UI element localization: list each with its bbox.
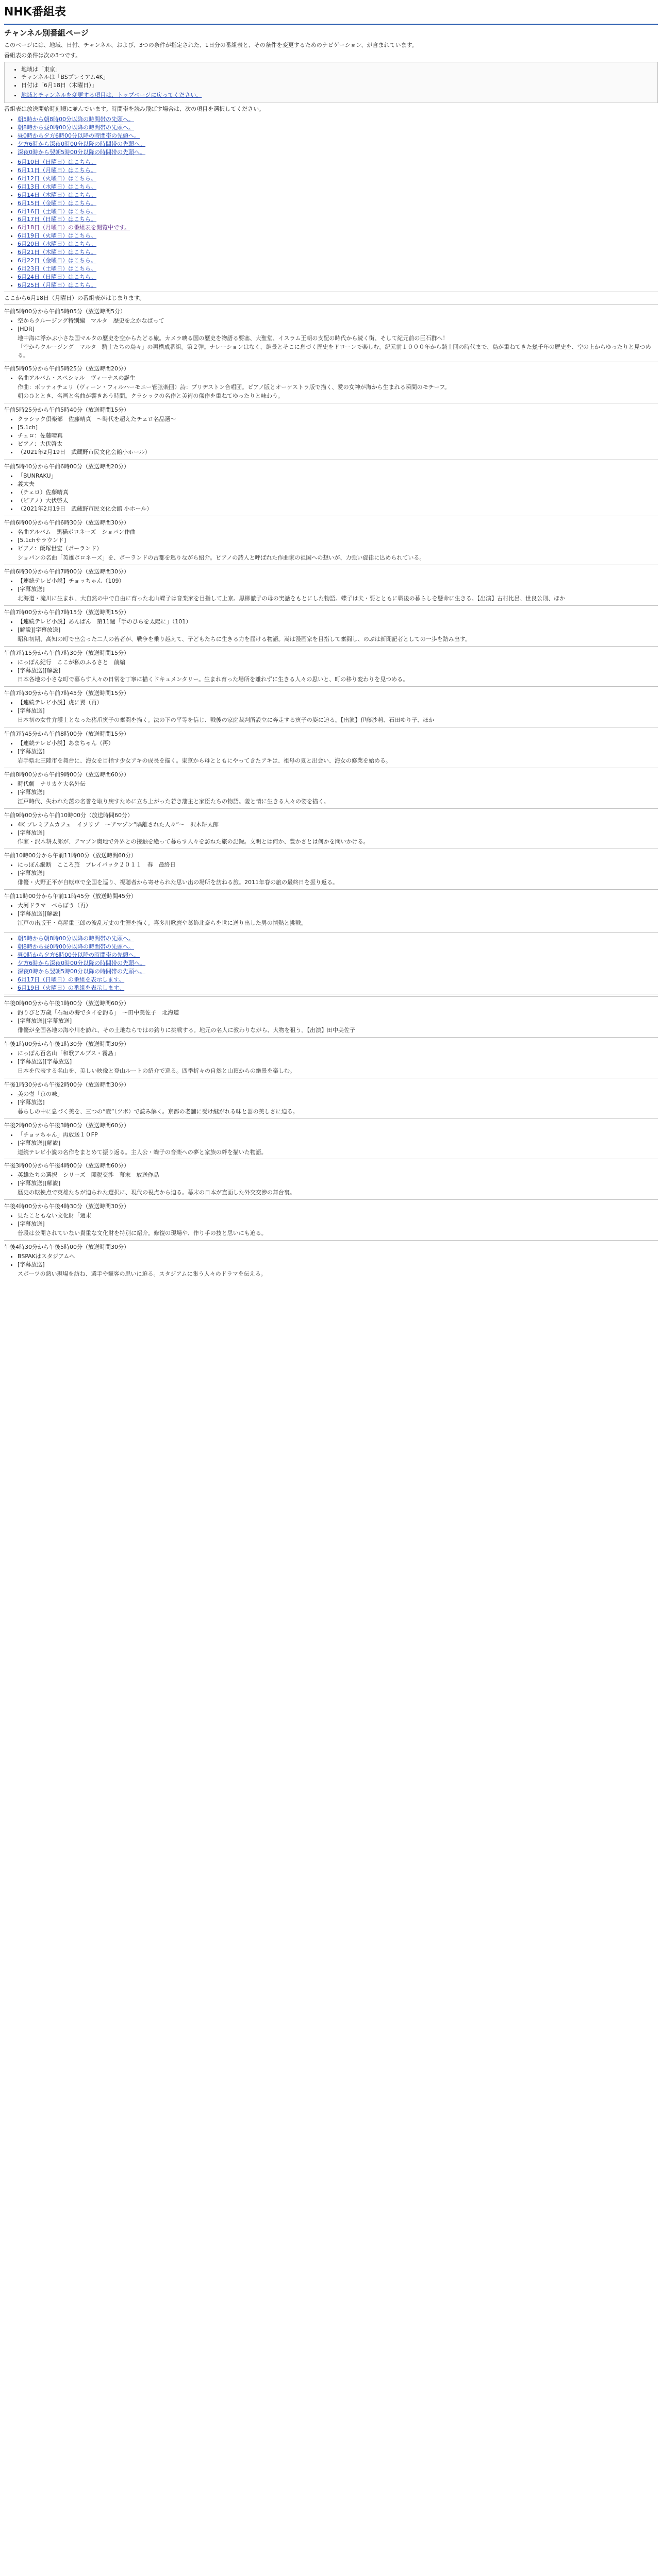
time-jump-bottom-link[interactable]: 朝8時から昼0時00分以降の時間帯の先頭へ。 <box>18 943 134 950</box>
program-info-line: • （2021年2月19日 武蔵野市民文化会館小ホール） <box>18 448 658 456</box>
program-description-text: 作家・沢木耕太郎が、アマゾン奥地で外界との接触を絶って暮らす人々を訪ねた旅の記録。文明とは何か、豊かさとは何かを問いかける。 <box>18 838 369 845</box>
list-start-note: ここから6月18日（月曜日）の番組表がはじまります。 <box>4 294 145 301</box>
program-info-list <box>4 780 658 796</box>
time-jump-link[interactable]: 夕方6時から深夜0時00分以降の時間帯の先頭へ。 <box>18 141 145 148</box>
program-description-text: スポーツの熱い現場を訪ね、選手や観客の思いに迫る。スタジアムに集う人々のドラマを伝える。 <box>18 1270 267 1277</box>
program-info-line: • [字幕放送][字幕放送] <box>18 1058 658 1066</box>
program-time: 午後2時00分から午後3時00分（放送時間60分） <box>4 1122 129 1129</box>
program-entry <box>4 727 658 768</box>
program-info-line: • [5.1chサラウンド] <box>18 536 658 545</box>
program-description <box>4 1108 658 1116</box>
program-entry <box>4 605 658 646</box>
date-nav-link[interactable]: 6月10日（日曜日）はこちら。 <box>18 158 96 165</box>
program-time: 午前8時00分から午前9時00分（放送時間60分） <box>4 771 129 778</box>
date-nav-link[interactable]: 6月17日（日曜日）はこちら。 <box>18 216 96 223</box>
conditions-link-list <box>8 91 654 99</box>
program-description <box>4 675 658 684</box>
program-description <box>4 1148 658 1157</box>
program-description-text: 作曲：ボッティチェリ（ヴィーン・フィルハーモニー管弦楽団）詩：ブリヂストン合唱団。ピアノ版とオーケストラ版で描く、愛の女神が海から生まれる瞬間のモチーフ。 <box>18 384 451 391</box>
date-nav-item <box>18 224 658 232</box>
date-nav-item <box>18 281 658 290</box>
program-info-line: • にっぽん紀行 ここが私のふるさと 前編 <box>18 658 658 667</box>
time-jump-link[interactable]: 深夜0時から翌朝5時00分以降の時間帯の先頭へ。 <box>18 148 145 156</box>
program-description-text: 連続テレビ小説の名作をまとめて振り返る。主人公・蝶子の音楽への夢と家族の絆を描いた物語。 <box>18 1148 267 1156</box>
time-jump-bottom-link[interactable]: 6月17日（日曜日）の番組を表示します。 <box>18 976 125 983</box>
program-info-line: • [解説][字幕放送] <box>18 626 658 634</box>
program-description-text: 「空からクルージング マルタ 騎士たちの島々」の再構成番組。第２弾。ナレーションはなく、絶景とそこに息づく歴史をドローンで楽しむ。紀元前１０００年から騎士団の時代まで、島が重ねてきた幾千年の歴史を、空の上からゆったりと見つめる。 <box>18 343 651 359</box>
program-entry <box>4 849 658 889</box>
program-description-text: 昭和初期、高知の町で出会った二人の若者が、戦争を乗り越えて、子どもたちに生きる力を届ける物語。嵩は漫画家を目指して奮闘し、のぶは新聞記者としての一歩を踏み出す。 <box>18 635 471 642</box>
program-info-line: • [字幕放送] <box>18 585 658 594</box>
back-to-top-link[interactable]: 地域とチャンネルを変更する項目は、トップページに戻ってください。 <box>21 92 202 99</box>
program-info-line: • 見たこともない文化財「週末 <box>18 1212 658 1220</box>
program-info-line: • 【連続テレビ小説】あんぱん 第11週「手のひらを太陽に」（101） <box>18 618 658 626</box>
program-time: 午前7時15分から午前7時30分（放送時間15分） <box>4 649 129 656</box>
program-info-line: • BSPAKはスタジアムへ <box>18 1252 658 1261</box>
program-entry <box>4 1078 658 1118</box>
program-info-line: • [HDR] <box>18 325 658 333</box>
program-description-text: 地中海に浮かぶ小さな国マルタの歴史を空からたどる旅。カメラ映る国の歴史を物語る要塞、大聖堂、イスラム王朝の支配の時代から続く街、そして紀元前の巨石群へ！ <box>18 334 449 342</box>
program-info-line: • [字幕放送][字幕放送] <box>18 1017 658 1025</box>
program-info-line: • [字幕放送] <box>18 748 658 756</box>
program-info-line: • ピアノ：大伏啓太 <box>18 440 658 448</box>
time-jump-link[interactable]: 朝8時から昼0時00分以降の時間帯の先頭へ。 <box>18 124 134 131</box>
program-info-list <box>4 658 658 675</box>
program-info-line: • [字幕放送] <box>18 788 658 796</box>
program-description <box>4 757 658 765</box>
program-info-list <box>4 1252 658 1269</box>
program-description-text: 北海道・滝川に生まれ、大自然の中で自由に育った北山蝶子は音楽家を目指して上京。黒柳徹子の母の実話をもとにした物語。蝶子は夫・要とともに戦後の暮らしを懸命に生きる。【出演】古村比呂、世良公則、ほか <box>18 595 566 602</box>
program-info-line: • 【連続テレビ小説】虎に翼（再） <box>18 699 658 707</box>
page-intro: このページには、地域、日付、チャンネル、および、3つの条件が指定された、1日分の番組表と、その条件を変更するためのナビゲーション、が含まれています。 <box>4 41 418 48</box>
program-info-line: • 「BUNRAKU」 <box>18 472 658 480</box>
program-entry <box>4 1159 658 1199</box>
condition-date: • 日付は「6月18日（木曜日）」 <box>21 81 654 90</box>
program-entry <box>4 686 658 727</box>
date-nav-link[interactable]: 6月15日（金曜日）はこちら。 <box>18 199 96 207</box>
program-info-list <box>4 1009 658 1025</box>
program-description-text: 暮らしの中に息づく美を、三つの“壺”（ツボ）で読み解く。京都の老舗に受け継がれる味と器の美しさに迫る。 <box>18 1108 299 1115</box>
program-description <box>4 1270 658 1278</box>
date-nav-item <box>18 199 658 208</box>
program-time: 午前7時45分から午前8時00分（放送時間15分） <box>4 731 129 738</box>
program-description <box>4 383 658 400</box>
program-info-line: • [字幕放送][解説] <box>18 667 658 675</box>
program-info-list <box>4 577 658 594</box>
program-time: 午後4時30分から午後5時00分（放送時間30分） <box>4 1243 129 1250</box>
date-nav-link[interactable]: 6月24日（日曜日）はこちら。 <box>18 274 96 281</box>
program-entry <box>4 1037 658 1078</box>
program-info-list <box>4 415 658 456</box>
program-description-text: 俳優が全国各地の海や川を訪れ、その土地ならではの釣りに挑戦する。地元の名人に教わりながら、大物を狙う。【出演】田中美佐子 <box>18 1027 356 1034</box>
program-info-line: • チェロ：佐藤晴真 <box>18 432 658 440</box>
conditions-heading: 番組表の条件は次の3つです。 <box>4 52 81 59</box>
program-description <box>4 1067 658 1075</box>
program-time: 午後4時00分から午後4時30分（放送時間30分） <box>4 1203 129 1210</box>
program-info-list <box>4 528 658 553</box>
program-info-list <box>4 821 658 837</box>
program-description <box>4 1229 658 1238</box>
nav-hint: 番組表は放送開始時刻順に並んでいます。時間帯を読み飛ばす場合は、次の項目を選択してください。 <box>4 106 265 113</box>
time-jump-item <box>18 115 658 124</box>
program-info-line: • [字幕放送] <box>18 829 658 837</box>
program-info-line: • 空からクルージング特別編 マルタ 歴史を之かなばって <box>18 317 658 325</box>
date-nav-item <box>18 265 658 273</box>
program-description <box>4 1026 658 1035</box>
time-jump-bottom-link[interactable]: 夕方6時から深夜0時00分以降の時間帯の先頭へ。 <box>18 959 145 967</box>
date-nav-link[interactable]: 6月12日（火曜日）はこちら。 <box>18 175 96 182</box>
program-info-line: • （チェロ）佐藤晴真 <box>18 488 658 497</box>
program-entry <box>4 1199 658 1240</box>
date-nav-link[interactable]: 6月22日（金曜日）はこちら。 <box>18 257 96 264</box>
program-info-line: • [字幕放送] <box>18 869 658 877</box>
program-info-line: • （ピアノ）大伏啓太 <box>18 497 658 505</box>
program-info-line: • にっぽん縦断 こころ旅 プレイバック２０１１ 春 最終日 <box>18 861 658 869</box>
program-info-line: • [字幕放送][解説] <box>18 1179 658 1188</box>
program-entry <box>4 1240 658 1281</box>
program-time: 午前10時00分から午前11時00分（放送時間60分） <box>4 852 137 859</box>
program-info-line: • 英雄たちの選択 シリーズ 関税交渉 幕末 放送作品 <box>18 1171 658 1179</box>
date-list <box>4 158 658 290</box>
date-nav-link[interactable]: 6月21日（木曜日）はこちら。 <box>18 249 96 256</box>
program-info-line: • ピアノ：飯塚世宏（ポーランド） <box>18 545 658 553</box>
program-info-list <box>4 699 658 715</box>
time-jump-list-bottom <box>4 935 658 992</box>
program-list-morning <box>4 304 658 930</box>
program-time: 午後1時30分から午後2時00分（放送時間30分） <box>4 1081 129 1088</box>
program-info-list <box>4 1212 658 1228</box>
program-info-line: • [字幕放送] <box>18 1261 658 1269</box>
conditions-box <box>4 62 658 104</box>
program-info-line: • 【連続テレビ小説】あまちゃん（再） <box>18 739 658 748</box>
divider <box>4 932 658 933</box>
program-info-line: • [字幕放送] <box>18 707 658 715</box>
program-entry <box>4 646 658 687</box>
date-nav-item <box>18 248 658 257</box>
time-jump-bottom-item <box>18 935 658 943</box>
program-info-list <box>4 1171 658 1188</box>
program-info-line: • 美の壺「京の味」 <box>18 1090 658 1098</box>
date-nav-item <box>18 175 658 183</box>
program-info-line: • にっぽん百名山「和歌アルプス・霧島」 <box>18 1049 658 1058</box>
program-time: 午前5時00分から午前5時05分（放送時間5分） <box>4 308 126 315</box>
program-time: 午前5時25分から午前5時40分（放送時間15分） <box>4 406 129 414</box>
time-jump-link[interactable]: 昼0時から夕方6時00分以降の時間帯の先頭へ。 <box>18 132 140 140</box>
date-nav-item <box>18 158 658 166</box>
program-entry <box>4 362 658 403</box>
program-description-text: 江戸の出版王・蔦屋重三郎の波乱万丈の生涯を描く。喜多川歌麿や葛飾北斎らを世に送り出した男の情熱と挑戦。 <box>18 919 307 926</box>
program-description-text: 日本各地の小さな町で暮らす人々の日常を丁寧に描くドキュメンタリー。生まれ育った場所を離れずに生きる人々の思いと、町の移り変わりを見つめる。 <box>18 676 409 683</box>
program-description-text: 朝のひととき、名画と名曲が響きあう時間。クラシックの名作と美術の傑作を重ねてゆったりと味わう。 <box>18 393 284 400</box>
date-nav-link[interactable]: 6月23日（土曜日）はこちら。 <box>18 265 96 273</box>
program-description <box>4 554 658 562</box>
program-entry <box>4 460 658 516</box>
program-description <box>4 878 658 887</box>
program-description <box>4 716 658 724</box>
program-info-line: • [字幕放送][解説] <box>18 910 658 918</box>
date-nav-link[interactable]: 6月14日（木曜日）はこちら。 <box>18 191 96 198</box>
program-info-list <box>4 902 658 918</box>
program-info-list <box>4 1049 658 1066</box>
program-info-line: • 「チョッちゃん」再放送１０FP <box>18 1131 658 1139</box>
program-info-list <box>4 618 658 634</box>
program-entry <box>4 304 658 362</box>
date-nav-link[interactable]: 6月11日（月曜日）はこちら。 <box>18 166 96 174</box>
program-entry <box>4 403 658 460</box>
date-nav-item <box>18 183 658 191</box>
program-description <box>4 798 658 806</box>
time-jump-bottom-item <box>18 959 658 968</box>
time-jump-bottom-item <box>18 943 658 951</box>
program-info-line: • 4K プレミアムカフェ イソリゾ 〜アマゾン“隔離された人々”〜 沢木耕太郎 <box>18 821 658 829</box>
time-jump-bottom-item <box>18 976 658 984</box>
program-info-line: • 時代劇 ナリカケ大名外伝 <box>18 780 658 788</box>
date-nav-link[interactable]: 6月20日（水曜日）はこちら。 <box>18 241 96 248</box>
date-nav-item <box>18 257 658 265</box>
date-nav-item <box>18 232 658 240</box>
program-entry <box>4 516 658 565</box>
program-description-text: 普段は公開されていない貴重な文化財を特別に紹介。修復の現場や、作り手の技と思いにも迫る。 <box>18 1230 267 1237</box>
program-time: 午前5時05分から午前5時25分（放送時間20分） <box>4 365 129 372</box>
program-description-text: 江戸時代、失われた藩の名誉を取り戻すために立ち上がった若き藩主と家臣たちの物語。義と情に生きる人々の姿を描く。 <box>18 798 329 805</box>
program-description-text: 日本を代表する名山を、美しい映像と登山ルートの紹介で巡る。四季折々の自然と山頂からの絶景を楽しむ。 <box>18 1067 295 1075</box>
time-jump-item <box>18 148 658 157</box>
program-entry <box>4 1118 658 1159</box>
program-info-list <box>4 739 658 756</box>
program-info-list <box>4 861 658 877</box>
program-info-line: • （2021年2月19日 武蔵野市民文化会館 小ホール） <box>18 505 658 513</box>
program-description-text: 歴史の転換点で英雄たちが迫られた選択に、現代の視点から迫る。幕末の日本が直面した外交交渉の舞台裏。 <box>18 1189 295 1196</box>
program-time: 午前5時40分から午前6時00分（放送時間20分） <box>4 463 129 470</box>
program-info-line: • 名曲アルバム 黒猫ポロネーズ ショパン作曲 <box>18 528 658 536</box>
program-time: 午前7時30分から午前7時45分（放送時間15分） <box>4 690 129 697</box>
program-time: 午後0時00分から午後1時00分（放送時間60分） <box>4 1000 129 1007</box>
program-info-list <box>4 472 658 513</box>
time-jump-bottom-link[interactable]: 朝5時から朝8時00分以降の時間帯の先頭へ。 <box>18 935 134 942</box>
page-title: NHK番組表 <box>4 3 658 25</box>
program-info-list <box>4 374 658 382</box>
page <box>0 0 662 1281</box>
program-time: 午後3時00分から午後4時00分（放送時間60分） <box>4 1162 129 1170</box>
program-description <box>4 595 658 603</box>
time-jump-item <box>18 140 658 148</box>
date-nav-link[interactable]: 6月18日（月曜日）の番組表を閲覧中です。 <box>18 224 130 231</box>
program-info-line: • [字幕放送][解説] <box>18 1139 658 1147</box>
program-info-line: • 義太夫 <box>18 480 658 488</box>
program-info-line: • 名曲アルバム・スペシャル ヴィーナスの誕生 <box>18 374 658 382</box>
date-nav-item <box>18 273 658 281</box>
date-nav-item <box>18 191 658 199</box>
program-info-line: • クラシック倶楽部 佐藤晴真 〜時代を超えたチェロ名品選〜 <box>18 415 658 423</box>
program-info-list <box>4 317 658 333</box>
condition-area: • 地域は「東京」 <box>21 65 654 74</box>
program-info-line: • [字幕放送] <box>18 1220 658 1228</box>
program-info-list <box>4 1131 658 1147</box>
program-info-line: • 大河ドラマ べらぼう（再） <box>18 902 658 910</box>
program-info-line: • [字幕放送] <box>18 1098 658 1107</box>
date-nav-item <box>18 240 658 248</box>
program-description <box>4 334 658 360</box>
time-jump-list <box>4 115 658 157</box>
program-time: 午前7時00分から午前7時15分（放送時間15分） <box>4 608 129 616</box>
program-info-line: • 釣りびと万歳「石垣の海でタイを釣る」 〜田中美佐子 北海道 <box>18 1009 658 1017</box>
date-nav-item <box>18 208 658 216</box>
page-subtitle: チャンネル別番組ページ <box>4 28 89 38</box>
date-nav-link[interactable]: 6月25日（月曜日）はこちら。 <box>18 281 96 289</box>
time-jump-bottom-item <box>18 951 658 959</box>
program-time: 午前9時00分から午前10時00分（放送時間60分） <box>4 811 133 819</box>
time-jump-bottom-link[interactable]: 昼0時から夕方6時00分以降の時間帯の先頭へ。 <box>18 951 140 958</box>
program-description-text: 岩手県北三陸市を舞台に、海女を目指す少女アキの成長を描く。東京から母とともにやってきたアキは、祖母の夏と出会い、海女の修業を始める。 <box>18 757 391 764</box>
program-info-line: • 【連続テレビ小説】チョッちゃん（109） <box>18 577 658 585</box>
program-description <box>4 919 658 927</box>
time-jump-bottom-link[interactable]: 6月19日（火曜日）の番組を表示します。 <box>18 984 125 991</box>
time-jump-bottom-item <box>18 984 658 992</box>
time-jump-item <box>18 124 658 132</box>
time-jump-item <box>18 132 658 140</box>
conditions-list <box>8 65 654 90</box>
program-description <box>4 838 658 846</box>
date-nav-link[interactable]: 6月19日（火曜日）はこちら。 <box>18 232 96 240</box>
condition-channel: • チャンネルは「BSプレミアム4K」 <box>21 73 654 81</box>
time-jump-bottom-item <box>18 968 658 976</box>
program-time: 午前11時00分から午前11時45分（放送時間45分） <box>4 893 137 900</box>
program-description <box>4 635 658 643</box>
date-nav-link[interactable]: 6月16日（土曜日）はこちら。 <box>18 208 96 215</box>
program-info-list <box>4 1090 658 1107</box>
program-description <box>4 1189 658 1197</box>
program-entry <box>4 889 658 930</box>
time-jump-link[interactable]: 朝5時から朝8時00分以降の時間帯の先頭へ。 <box>18 116 134 123</box>
program-time: 午前6時30分から午前7時00分（放送時間30分） <box>4 568 129 575</box>
program-time: 午前6時00分から午前6時30分（放送時間30分） <box>4 519 129 527</box>
program-description-text: ショパンの名曲「英雄ポロネーズ」を、ポーランドの古都を巡りながら紹介。ピアノの詩人と呼ばれた作曲家の祖国への想いが、力強い旋律に込められている。 <box>18 554 425 562</box>
program-entry <box>4 565 658 605</box>
program-info-line: • [5.1ch] <box>18 423 658 432</box>
program-entry <box>4 768 658 808</box>
time-jump-bottom-link[interactable]: 深夜0時から翌朝5時00分以降の時間帯の先頭へ。 <box>18 968 145 975</box>
date-nav-link[interactable]: 6月13日（水曜日）はこちら。 <box>18 183 96 190</box>
program-description-text: 日本初の女性弁護士となった猪爪寅子の奮闘を描く。法の下の平等を信じ、戦後の家庭裁判所設立に奔走する寅子の姿に迫る。【出演】伊藤沙莉、石田ゆり子、ほか <box>18 717 435 724</box>
program-entry <box>4 808 658 849</box>
program-entry <box>4 996 658 1037</box>
program-description-text: 俳優・火野正平が自転車で全国を巡り、視聴者から寄せられた思い出の場所を訪ねる旅。2011年春の旅の最終日を振り返る。 <box>18 879 338 886</box>
date-nav-item <box>18 215 658 224</box>
date-nav-item <box>18 166 658 175</box>
program-time: 午後1時00分から午後1時30分（放送時間30分） <box>4 1041 129 1048</box>
program-list-afternoon <box>4 996 658 1280</box>
